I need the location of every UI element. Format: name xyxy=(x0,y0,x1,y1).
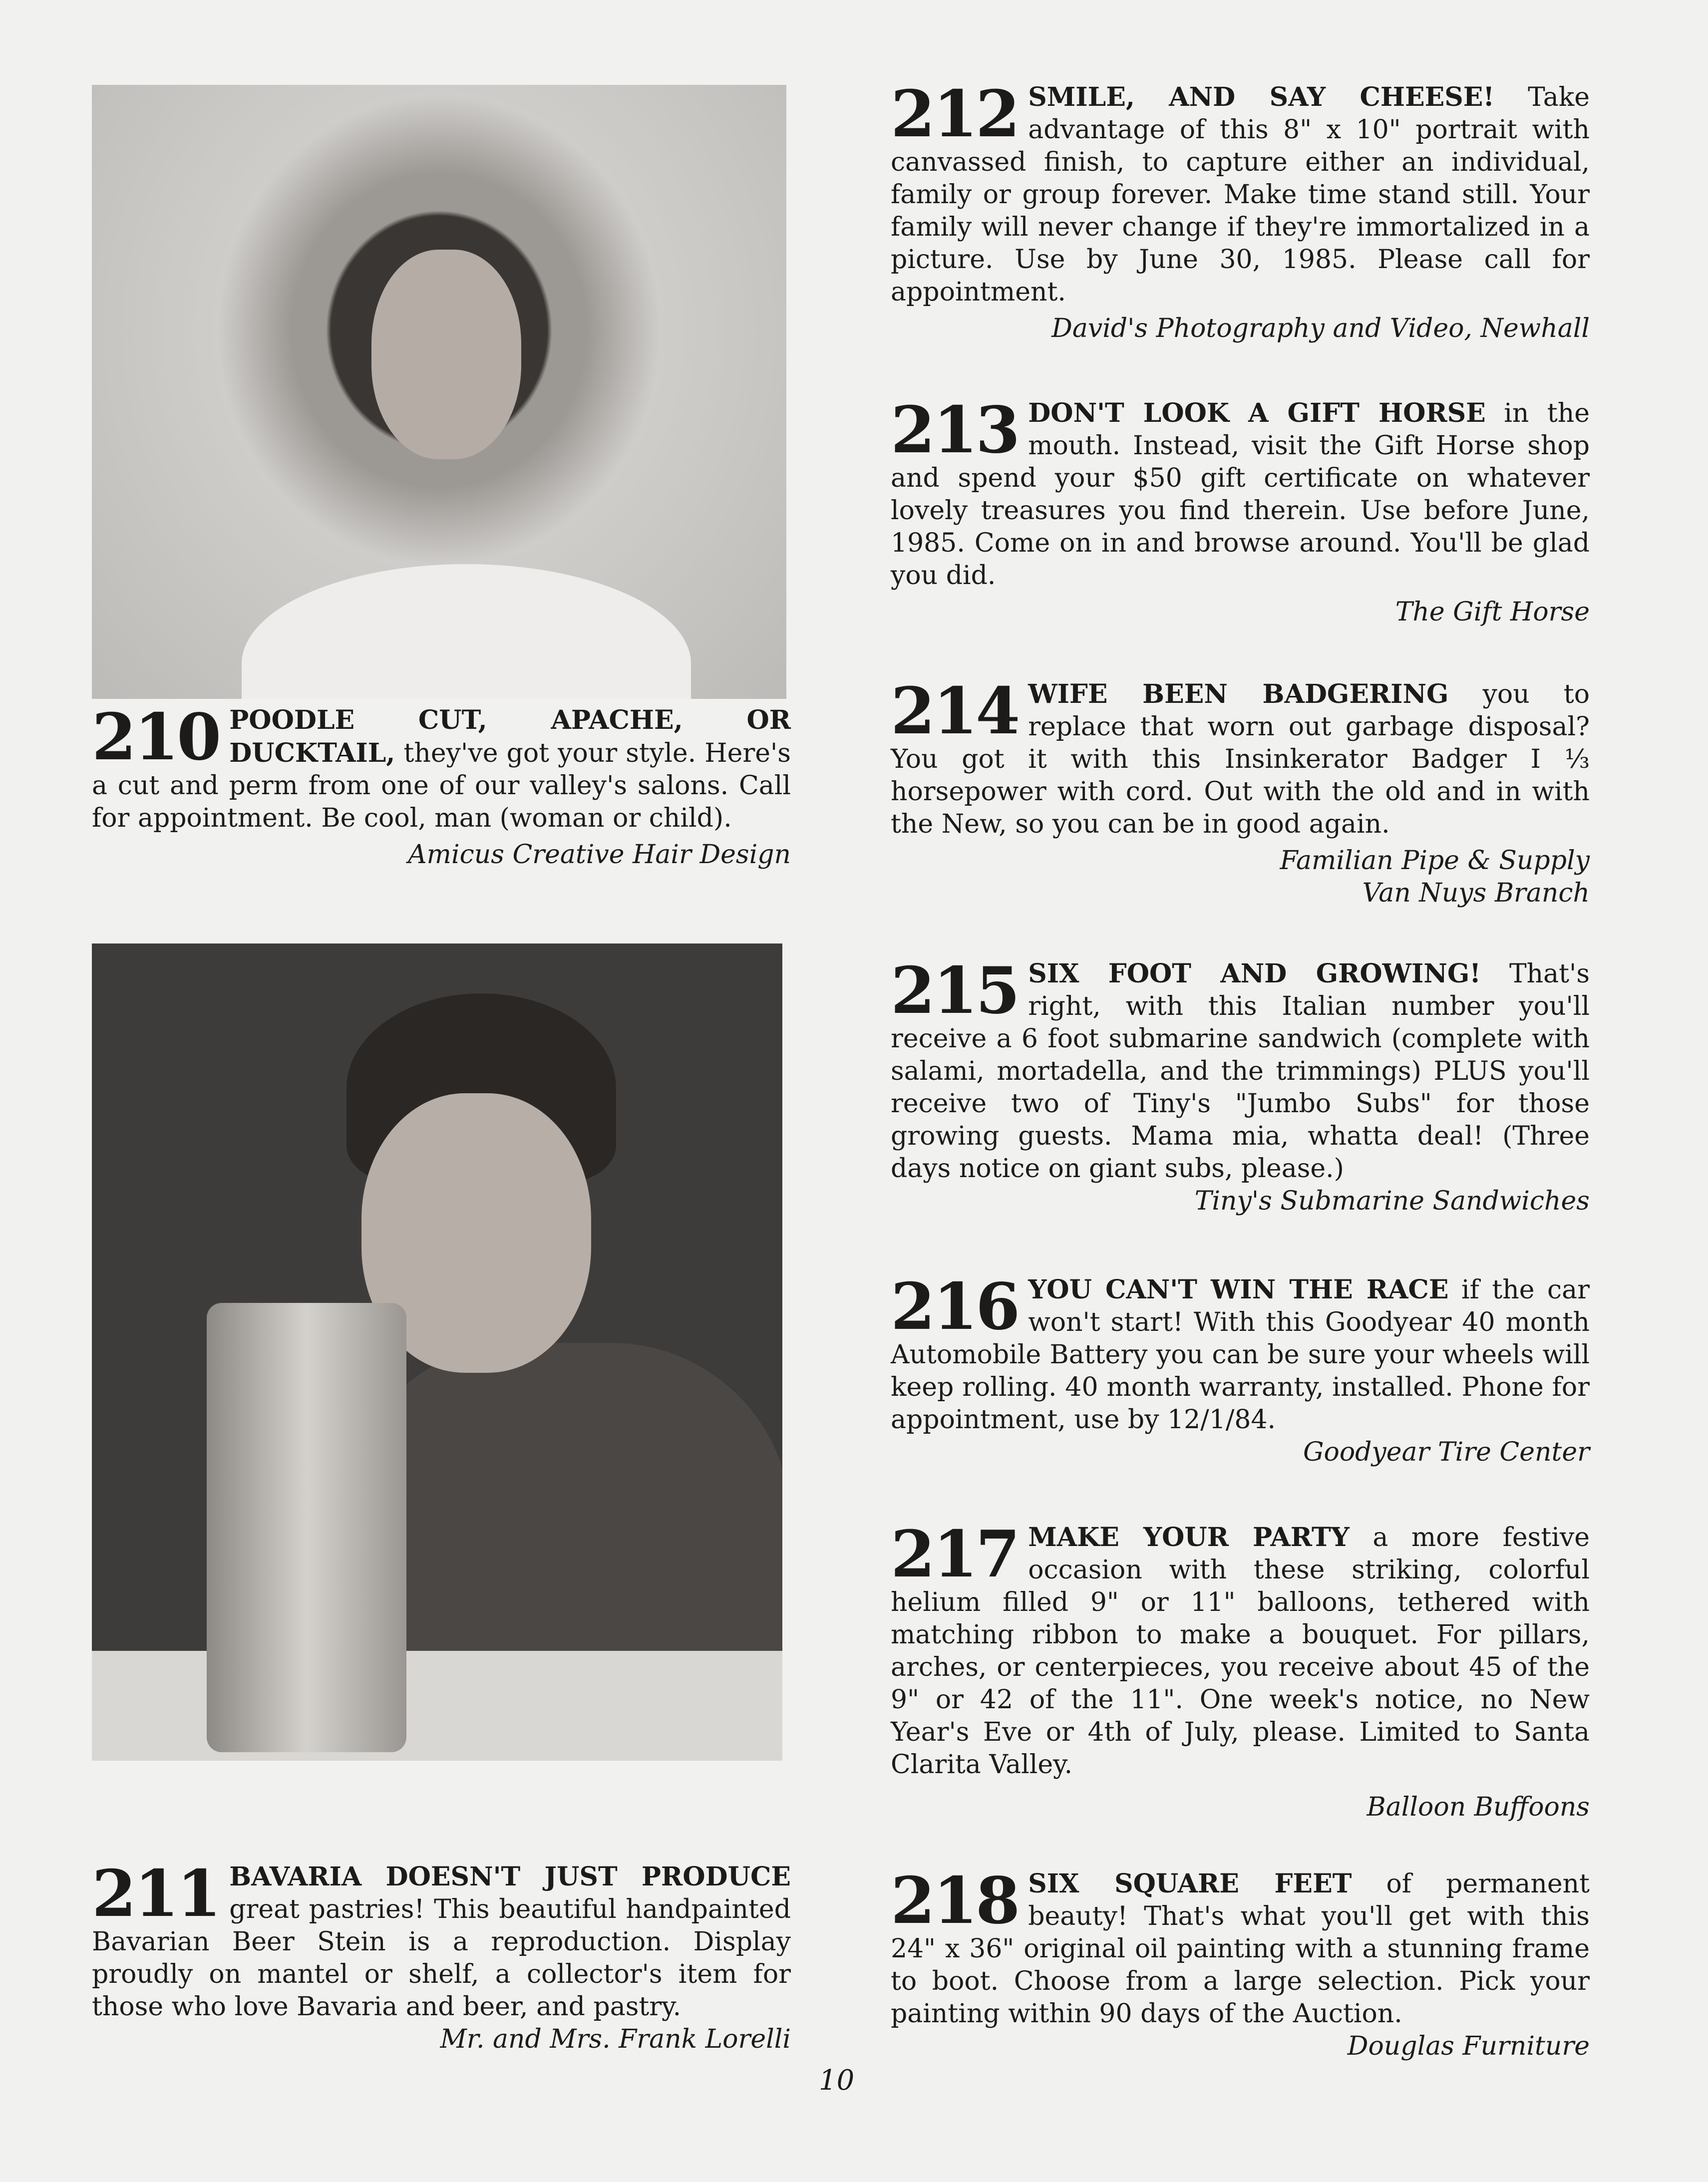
item-description: That's right, with this Italian number you'll receive a 6 foot submarine sandwich (complete with salami, mortadella, and the trimmings) PLUS you'll receive two of Tiny's "Jumbo Subs" for those growing guests. Mama mia, whatta deal! (Three days notice on giant subs, please.) xyxy=(891,959,1590,1184)
item-donor: Douglas Furniture xyxy=(1347,2031,1590,2061)
item-headline: SMILE, AND SAY CHEESE! xyxy=(1028,82,1495,112)
item-number: 218 xyxy=(891,1864,1019,1938)
item-donor: David's Photography and Video, Newhall xyxy=(1051,313,1590,343)
item-number: 216 xyxy=(891,1269,1019,1344)
item-donor: Amicus Creative Hair Design xyxy=(408,840,791,870)
page-number: 10 xyxy=(819,2064,855,2097)
item-description: great pastries! This beautiful handpainted Bavarian Beer Stein is a reproduction. Display proudly on mantel or shelf, a collector's item for those who love Bavaria and beer, and pastry. xyxy=(92,1894,791,2022)
item-headline: SIX FOOT AND GROWING! xyxy=(1028,958,1481,989)
item-donor: Balloon Buffoons xyxy=(1366,1792,1590,1822)
item-number: 210 xyxy=(92,700,220,775)
auction-item-215 xyxy=(891,953,1590,1218)
item-description: of permanent beauty! That's what you'll get with this 24" x 36" original oil painting with a stunning frame to boot. Choose from a large selection. Pick your painting within 90 days of the Auction. xyxy=(891,1869,1590,2029)
item-description: Take advantage of this 8" x 10" portrait with canvassed finish, to capture either an individual, family or group forever. Make time stand still. Your family will never change if they're immortalized in a picture. Use by June 30, 1985. Please call for appointment. xyxy=(891,82,1590,307)
item-donor: Goodyear Tire Center xyxy=(1303,1437,1590,1467)
item-donor: Mr. and Mrs. Frank Lorelli xyxy=(440,2024,791,2054)
item-number: 215 xyxy=(891,953,1019,1028)
item-description: in the mouth. Instead, visit the Gift Horse shop and spend your $50 gift certificate on whatever lovely treasures you find therein. Use before June, 1985. Come on in and browse around. You'll be glad you did. xyxy=(891,398,1590,591)
auction-item-213 xyxy=(891,393,1590,628)
auction-item-217 xyxy=(891,1517,1590,1824)
item-description: they've got your style. Here's a cut and perm from one of our valley's salons. Call for appointment. Be cool, man (woman or child). xyxy=(92,738,791,833)
photo-boy-with-beer-stein xyxy=(92,943,782,1761)
item-donor: The Gift Horse xyxy=(1395,597,1590,627)
item-description: you to replace that worn out garbage disposal? You got it with this Insinkerator Badger I ⅓ horsepower with cord. Out with the old and in with the New, so you can be in good again. xyxy=(891,679,1590,839)
item-description: if the car won't start! With this Goodyear 40 month Automobile Battery you can be sure your wheels will keep rolling. 40 month warranty, installed. Phone for appointment, use by 12/1/84. xyxy=(891,1275,1590,1435)
auction-item-216 xyxy=(891,1269,1590,1469)
item-donor: Familian Pipe & Supply xyxy=(1280,846,1590,876)
item-headline: YOU CAN'T WIN THE RACE xyxy=(1028,1274,1449,1305)
item-number: 212 xyxy=(891,77,1019,152)
item-number: 211 xyxy=(92,1857,220,1931)
item-donor-branch: Van Nuys Branch xyxy=(1362,878,1590,908)
item-description: a more festive occasion with these striking, colorful helium filled 9" or 11" balloons, tethered with matching ribbon to make a bouquet. For pillars, arches, or centerpieces, you receive about 45 of the 9" or 42 of the 11". One week's notice, no New Year's Eve or 4th of July, please. Limited to Santa Clarita Valley. xyxy=(891,1523,1590,1780)
auction-item-218 xyxy=(891,1864,1590,2063)
item-headline: POODLE CUT, APACHE, OR DUCKTAIL, xyxy=(229,705,791,768)
photo-woman-hairstyle xyxy=(92,85,786,699)
item-headline: MAKE YOUR PARTY xyxy=(1028,1522,1350,1553)
item-donor: Tiny's Submarine Sandwiches xyxy=(1194,1186,1590,1216)
auction-item-211 xyxy=(92,1857,791,2056)
item-headline: DON'T LOOK A GIFT HORSE xyxy=(1028,398,1486,428)
item-headline: WIFE BEEN BADGERING xyxy=(1028,679,1449,709)
auction-item-214 xyxy=(891,674,1590,910)
item-number: 214 xyxy=(891,674,1019,749)
item-number: 213 xyxy=(891,393,1019,468)
item-headline: BAVARIA DOESN'T JUST PRODUCE xyxy=(229,1862,791,1892)
auction-item-210 xyxy=(92,700,791,871)
item-number: 217 xyxy=(891,1517,1019,1592)
auction-item-212 xyxy=(891,77,1590,345)
item-headline: SIX SQUARE FEET xyxy=(1028,1869,1352,1899)
